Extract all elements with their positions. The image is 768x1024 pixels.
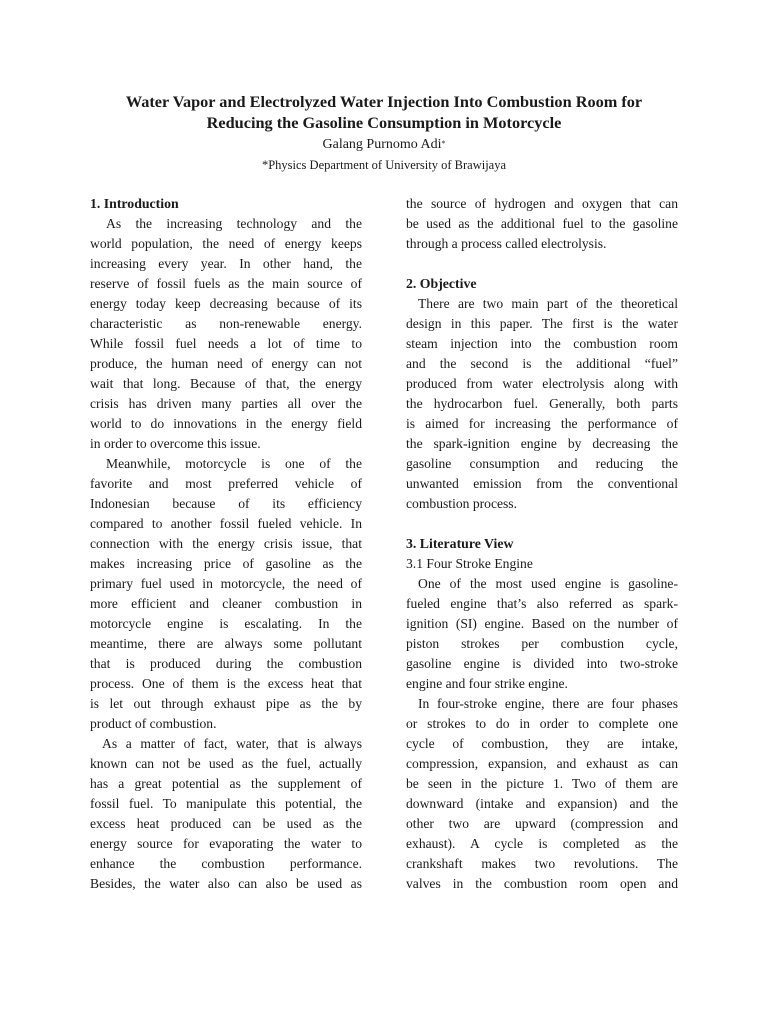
text-line: gasoline engine is divided into two-stroke bbox=[406, 656, 678, 671]
paper-title bbox=[60, 91, 708, 133]
text-line: unwanted emission from the conventional bbox=[406, 476, 678, 491]
text-line: fueled engine that’s also referred as spark- bbox=[406, 596, 678, 611]
text-line: be used as the additional fuel to the gasoline bbox=[406, 216, 678, 231]
text-line: that is produced during the combustion bbox=[90, 656, 362, 671]
text-line: There are two main part of the theoretical bbox=[418, 296, 678, 311]
text-line: cycle of combustion, they are intake, bbox=[406, 736, 678, 751]
text-line: Indonesian because of its efficiency bbox=[90, 496, 362, 511]
text-line: crisis has driven many parties all over the bbox=[90, 396, 362, 411]
text-line: In four-stroke engine, there are four phases bbox=[418, 696, 678, 711]
text-line: is aimed for increasing the performance of bbox=[406, 416, 678, 431]
text-line: connection with the energy crisis issue, that bbox=[90, 536, 362, 551]
text-line: Besides, the water also can also be used as bbox=[90, 876, 362, 891]
text-line: As a matter of fact, water, that is always bbox=[102, 736, 362, 751]
text-line: through a process called electrolysis. bbox=[406, 236, 607, 251]
text-line: valves in the combustion room open and bbox=[406, 876, 678, 891]
author-affiliation-mark: * bbox=[441, 139, 446, 148]
text-line: produce, the human need of energy can not bbox=[90, 356, 362, 371]
text-line: compression, expansion, and exhaust as can bbox=[406, 756, 678, 771]
author-affiliation: *Physics Department of University of Brawijaya bbox=[261, 158, 507, 172]
text-line: and the second is the additional “fuel” bbox=[406, 356, 678, 371]
text-line: downward (intake and expansion) and the bbox=[406, 796, 678, 811]
text-line: enhance the combustion performance. bbox=[90, 856, 362, 871]
author-name bbox=[0, 136, 768, 154]
text-line: world to do innovations in the energy field bbox=[90, 416, 362, 431]
text-line: characteristic as non-renewable energy. bbox=[90, 316, 362, 331]
left-column bbox=[90, 194, 362, 894]
text-line: Meanwhile, motorcycle is one of the bbox=[106, 456, 362, 471]
text-line: engine and four strike engine. bbox=[406, 676, 568, 691]
text-line: crankshaft makes two revolutions. The bbox=[406, 856, 678, 871]
text-line: motorcycle engine is escalating. In the bbox=[90, 616, 362, 631]
text-line: other two are upward (compression and bbox=[406, 816, 678, 831]
text-line: makes increasing price of gasoline as the bbox=[90, 556, 362, 571]
text-line: product of combustion. bbox=[90, 716, 217, 731]
text-line: energy today keep decreasing because of its bbox=[90, 296, 362, 311]
title-line-2: Reducing the Gasoline Consumption in Motorcycle bbox=[206, 113, 562, 132]
text-line: piston strokes per combustion cycle, bbox=[406, 636, 678, 651]
text-line: reserve of fossil fuels as the main source of bbox=[90, 276, 362, 291]
text-line: excess heat produced can be used as the bbox=[90, 816, 362, 831]
text-line: compared to another fossil fueled vehicle. In bbox=[90, 516, 362, 531]
text-line: has a great potential as the supplement of bbox=[90, 776, 362, 791]
text-line: exhaust). A cycle is completed as the bbox=[406, 836, 678, 851]
subsection-heading: 3.1 Four Stroke Engine bbox=[406, 556, 533, 571]
text-line: combustion process. bbox=[406, 496, 518, 511]
text-line: steam injection into the combustion room bbox=[406, 336, 678, 351]
text-line: known can not be used as the fuel, actually bbox=[90, 756, 362, 771]
text-line: As the increasing technology and the bbox=[106, 216, 362, 231]
text-line: meantime, there are always some pollutant bbox=[90, 636, 362, 651]
text-line: more efficient and cleaner combustion in bbox=[90, 596, 362, 611]
text-line: be seen in the picture 1. Two of them are bbox=[406, 776, 678, 791]
text-line: design in this paper. The first is the water bbox=[406, 316, 678, 331]
text-line: energy source for evaporating the water to bbox=[90, 836, 362, 851]
text-line: process. One of them is the excess heat that bbox=[90, 676, 362, 691]
text-line: gasoline consumption and reducing the bbox=[406, 456, 678, 471]
right-column bbox=[406, 194, 678, 894]
text-line: primary fuel used in motorcycle, the need of bbox=[90, 576, 362, 591]
paragraph-gap bbox=[406, 254, 678, 274]
text-line: in order to overcome this issue. bbox=[90, 436, 261, 451]
text-line: the source of hydrogen and oxygen that can bbox=[406, 196, 678, 211]
section-heading: 2. Objective bbox=[406, 276, 477, 291]
text-line: the hydrocarbon fuel. Generally, both parts bbox=[406, 396, 678, 411]
text-line: favorite and most preferred vehicle of bbox=[90, 476, 362, 491]
paragraph-gap bbox=[406, 514, 678, 534]
section-heading: 1. Introduction bbox=[90, 196, 179, 211]
text-line: produced from water electrolysis along with bbox=[406, 376, 678, 391]
text-line: the spark-ignition engine by decreasing the bbox=[406, 436, 678, 451]
author-name-text: Galang Purnomo Adi bbox=[322, 137, 442, 152]
text-line: One of the most used engine is gasoline- bbox=[418, 576, 678, 591]
text-line: increasing every year. In other hand, the bbox=[90, 256, 362, 271]
text-line: is let out through exhaust pipe as the by bbox=[90, 696, 362, 711]
text-line: While fossil fuel needs a lot of time to bbox=[90, 336, 362, 351]
text-line: world population, the need of energy keeps bbox=[90, 236, 362, 251]
text-line: ignition (SI) engine. Based on the number of bbox=[406, 616, 678, 631]
title-line-1: Water Vapor and Electrolyzed Water Injection Into Combustion Room for bbox=[125, 92, 643, 111]
text-line: or strokes to do in order to complete one bbox=[406, 716, 678, 731]
text-line: wait that long. Because of that, the energy bbox=[90, 376, 362, 391]
text-line: fossil fuel. To manipulate this potential, the bbox=[90, 796, 362, 811]
section-heading: 3. Literature View bbox=[406, 536, 514, 551]
